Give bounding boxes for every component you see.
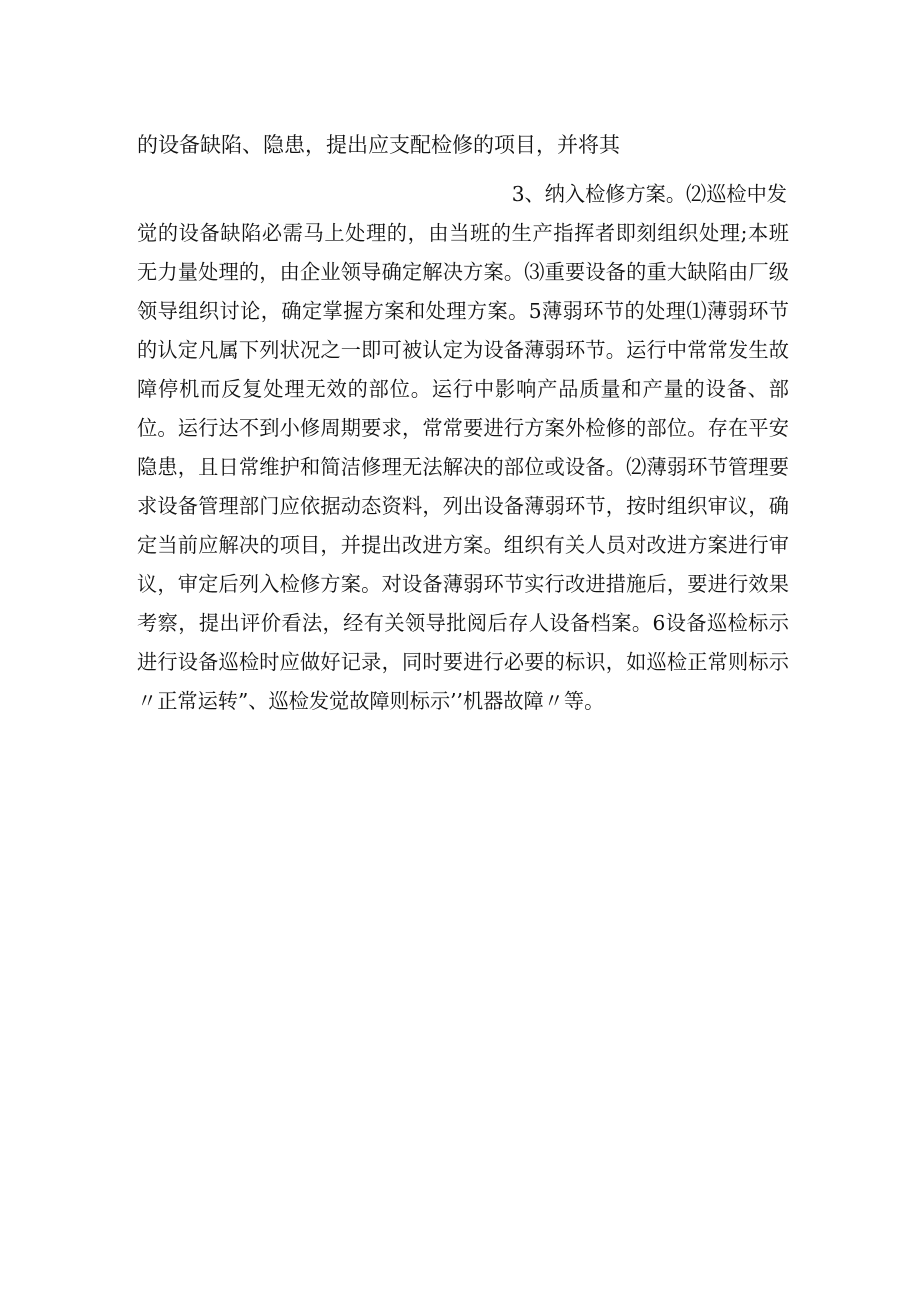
paragraph-lead-line: 3、纳入检修方案。⑵巡检中发 [511,182,787,206]
text-line-top: 的设备缺陷、隐患，提出应支配检修的项目，并将其 [137,133,620,157]
body-paragraph [137,175,789,721]
paragraph-body-text: 觉的设备缺陷必需马上处理的，由当班的生产指挥者即刻组织处理;本班无力量处理的，由企业领导确定解决方案。⑶重要设备的重大缺陷由厂级领导组织讨论，确定掌握方案和处理方案。5薄弱环节的处理⑴薄弱环节的认定凡属下列状况之一即可被认定为设备薄弱环节。运行中常常发生故障停机而反复处理无效的部位。运行中影响产品质量和产量的设备、部位。运行达不到小修周期要求，常常要进行方案外检修的部位。存在平安隐患，且日常维护和简洁修理无法解决的部位或设备。⑵薄弱环节管理要求设备管理部门应依据动态资料，列出设备薄弱环节，按时组织审议，确定当前应解决的项目，并提出改进方案。组织有关人员对改进方案进行审议，审定后列入检修方案。对设备薄弱环节实行改进措施后，要进行效果考察，提出评价看法，经有关领导批阅后存人设备档案。6设备巡检标示进行设备巡检时应做好记录，同时要进行必要的标识，如巡检正常则标示〃正常运转”、巡检发觉故障则标示’’机器故障〃等。 [137,221,789,713]
